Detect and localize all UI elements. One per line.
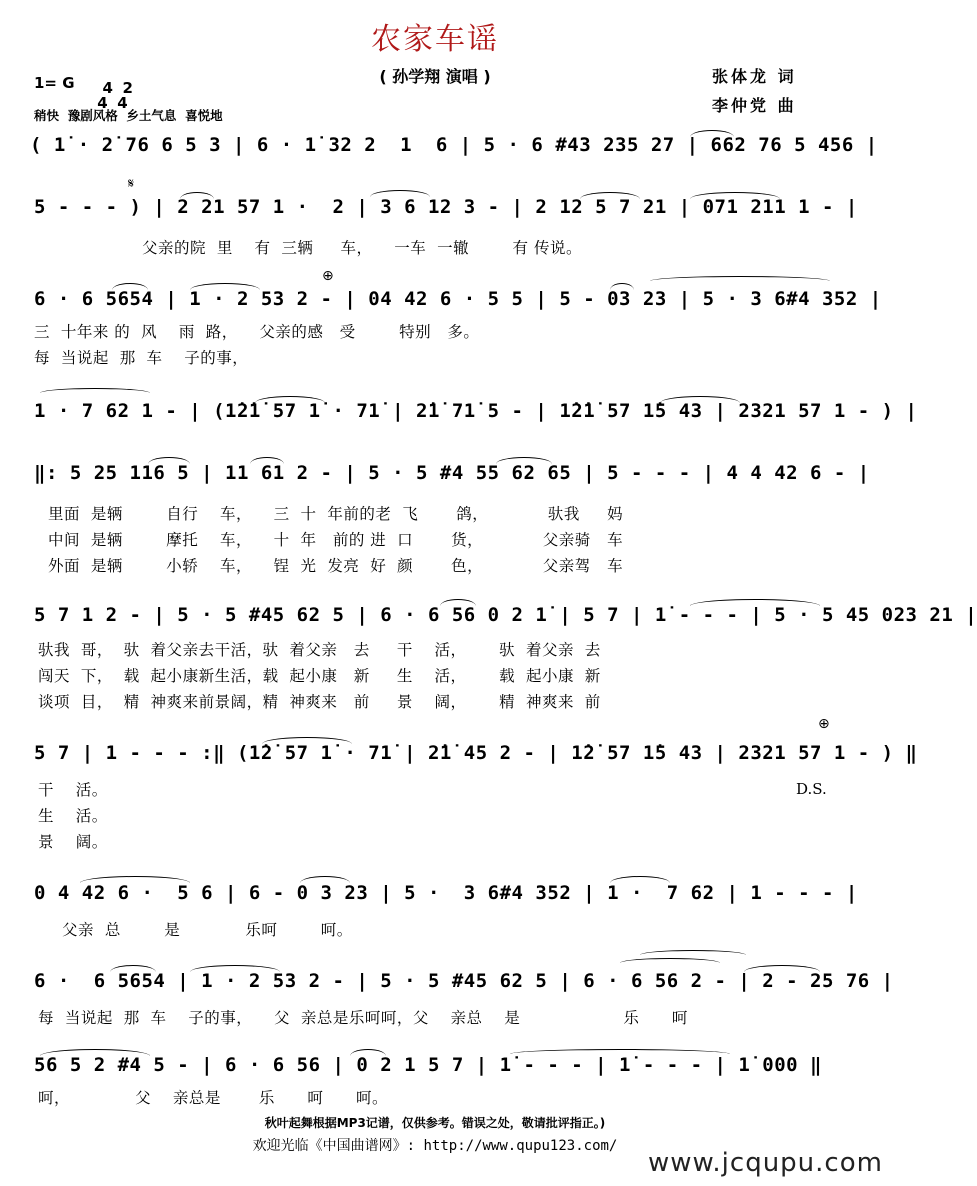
slur-mark — [80, 876, 190, 883]
slur-mark — [580, 192, 640, 199]
tie-mark — [510, 1049, 730, 1054]
time-signature-2: 2 4 — [117, 79, 133, 112]
site-link[interactable]: 欢迎光临《中国曲谱网》: http://www.qupu123.com/ — [252, 1138, 618, 1154]
time-signature-1: 4 4 — [97, 79, 113, 112]
score-line-6: 5 7 1 2 - | 5 · 5 #45 62 5 | 6 · 6 56 0 2 1̇ | 5 7 | 1̇ - - - | 5 · 5 45 023 21 | — [34, 604, 977, 626]
lyric-line: 每 当说起 那 车 子的事， — [34, 349, 249, 367]
slur-mark — [250, 457, 284, 464]
key-signature: 1= G — [34, 74, 75, 92]
slur-mark — [440, 599, 476, 606]
slur-mark — [690, 599, 820, 606]
singer-credit: ( 孙学翔 演唱 ) — [379, 67, 491, 86]
tempo-marking: 稍快 豫剧风格 乡土气息 喜悦地 — [34, 108, 223, 123]
score-line-3: 6 · 6 5654 | 1 · 2 53 2 - | 04 42 6 · 5 5 | 5 - 03 23 | 5 · 3 6#4 352 | — [34, 288, 882, 310]
lyric-line: 驮我 哥， 驮 着父亲去干活，驮 着父亲 去 干 活， 驮 着父亲 去 — [38, 641, 601, 659]
lyric-line: 谈项 目， 精 神爽来前景阔，精 神爽来 前 景 阔， 精 神爽来 前 — [38, 693, 601, 711]
tie-mark — [690, 130, 734, 137]
segno-sign: 𝄋 — [128, 176, 135, 192]
lyric-line: 干 活。 — [38, 781, 108, 799]
score-line-8: 0 4 42 6 · 5 6 | 6 - 0 3 23 | 5 · 3 6#4 352 | 1 · 7 62 | 1 - - - | — [34, 882, 858, 904]
score-line-2: 5 - - - ) | 2 21 57 1 · 2 | 3 6 12 3 - | 2 12 5 7 21 | 071 211 1 - | — [34, 196, 858, 218]
slur-mark — [350, 1049, 386, 1056]
coda-sign: ⊕ — [322, 268, 334, 284]
lyric-line: 父亲的院 里 有 三辆 车， 一车 一辙 有 传说。 — [142, 239, 582, 257]
slur-mark — [660, 396, 740, 403]
tie-mark — [620, 958, 720, 963]
slur-mark — [112, 283, 148, 290]
lyric-line: 父亲 总 是 乐呵 呵。 — [62, 921, 353, 939]
lyric-line: 闯天 下， 载 起小康新生活，载 起小康 新 生 活， 载 起小康 新 — [38, 667, 601, 685]
transcriber-note: 秋叶起舞根据MP3记谱，仅供参考。错误之处，敬请批评指正。) — [264, 1116, 606, 1130]
watermark: www.jcqupu.com — [648, 1148, 883, 1178]
lyric-line: 生 活。 — [38, 807, 108, 825]
lyric-line: 外面 是辆 小轿 车， 锃 光 发亮 好 颜 色， 父亲驾 车 — [48, 557, 624, 575]
slur-mark — [180, 192, 214, 199]
lyricist-credit: 张体龙 词 — [712, 67, 797, 86]
lyric-line: 里面 是辆 自行 车， 三 十 年前的老 飞 鸽， 驮我 妈 — [48, 505, 624, 523]
score-line-5: ‖: 5 25 116 5 | 11 61 2 - | 5 · 5 #4 55 62 65 | 5 - - - | 4 4 42 6 - | — [34, 462, 870, 484]
lyric-line: 景 阔。 — [38, 833, 108, 851]
ds-marking: D.S. — [796, 780, 827, 798]
slur-mark — [40, 1049, 150, 1056]
slur-mark — [610, 876, 670, 883]
score-line-10: 56 5 2 #4 5 - | 6 · 6 56 | 0 2 1 5 7 | 1̇ - - - | 1̇ - - - | 1̇ 000 ‖ — [34, 1054, 822, 1076]
coda-sign: ⊕ — [818, 716, 830, 732]
slur-mark — [496, 457, 552, 464]
score-line-1: ( 1̇ · 2̇ 76 6 5 3 | 6 · 1̇ 32 2 1 6 | 5 · 6 #43 235 27 | 662 76 5 456 | — [30, 134, 878, 156]
tie-mark — [640, 950, 746, 955]
score-line-9: 6 · 6 5654 | 1 · 2 53 2 - | 5 · 5 #45 62 5 | 6 · 6 56 2 - | 2 - 25 76 | — [34, 970, 894, 992]
slur-mark — [148, 457, 190, 464]
slur-mark — [610, 283, 634, 290]
slur-mark — [190, 283, 260, 290]
lyric-line: 呵， 父 亲总是 乐 呵 呵。 — [38, 1089, 388, 1107]
song-title: 农家车谣 — [371, 22, 499, 57]
slur-mark — [300, 876, 350, 883]
tie-mark — [650, 276, 830, 281]
slur-mark — [190, 965, 280, 972]
composer-credit: 李仲党 曲 — [712, 96, 797, 115]
lyric-line: 中间 是辆 摩托 车， 十 年 前的 进 口 货， 父亲骑 车 — [48, 531, 624, 549]
lyric-line: 三 十年来 的 风 雨 路， 父亲的感 受 特别 多。 — [34, 323, 480, 341]
score-line-4: 1 · 7 62 1 - | (1̇2̇1̇ 57 1̇ · 71̇ | 2̇1̇ 71̇ 5 - | 1̇2̇1̇ 57 1̇5 43 | 2321 57 1 - ) | — [34, 400, 918, 422]
slur-mark — [262, 737, 352, 744]
slur-mark — [110, 965, 156, 972]
slur-mark — [255, 396, 325, 403]
slur-mark — [690, 192, 780, 199]
slur-mark — [744, 965, 820, 972]
tie-mark — [40, 388, 150, 393]
slur-mark — [370, 190, 430, 197]
lyric-line: 每 当说起 那 车 子的事， 父 亲总是乐呵呵，父 亲总 是 乐 呵 — [38, 1009, 688, 1027]
score-line-7: 5 7 | 1 - - - :‖ (1̇2̇ 57 1̇ · 71̇ | 2̇1̇ 45 2 - | 1̇2̇ 57 1̇5 43 | 2321 57 1 - ) ‖ — [34, 742, 918, 764]
